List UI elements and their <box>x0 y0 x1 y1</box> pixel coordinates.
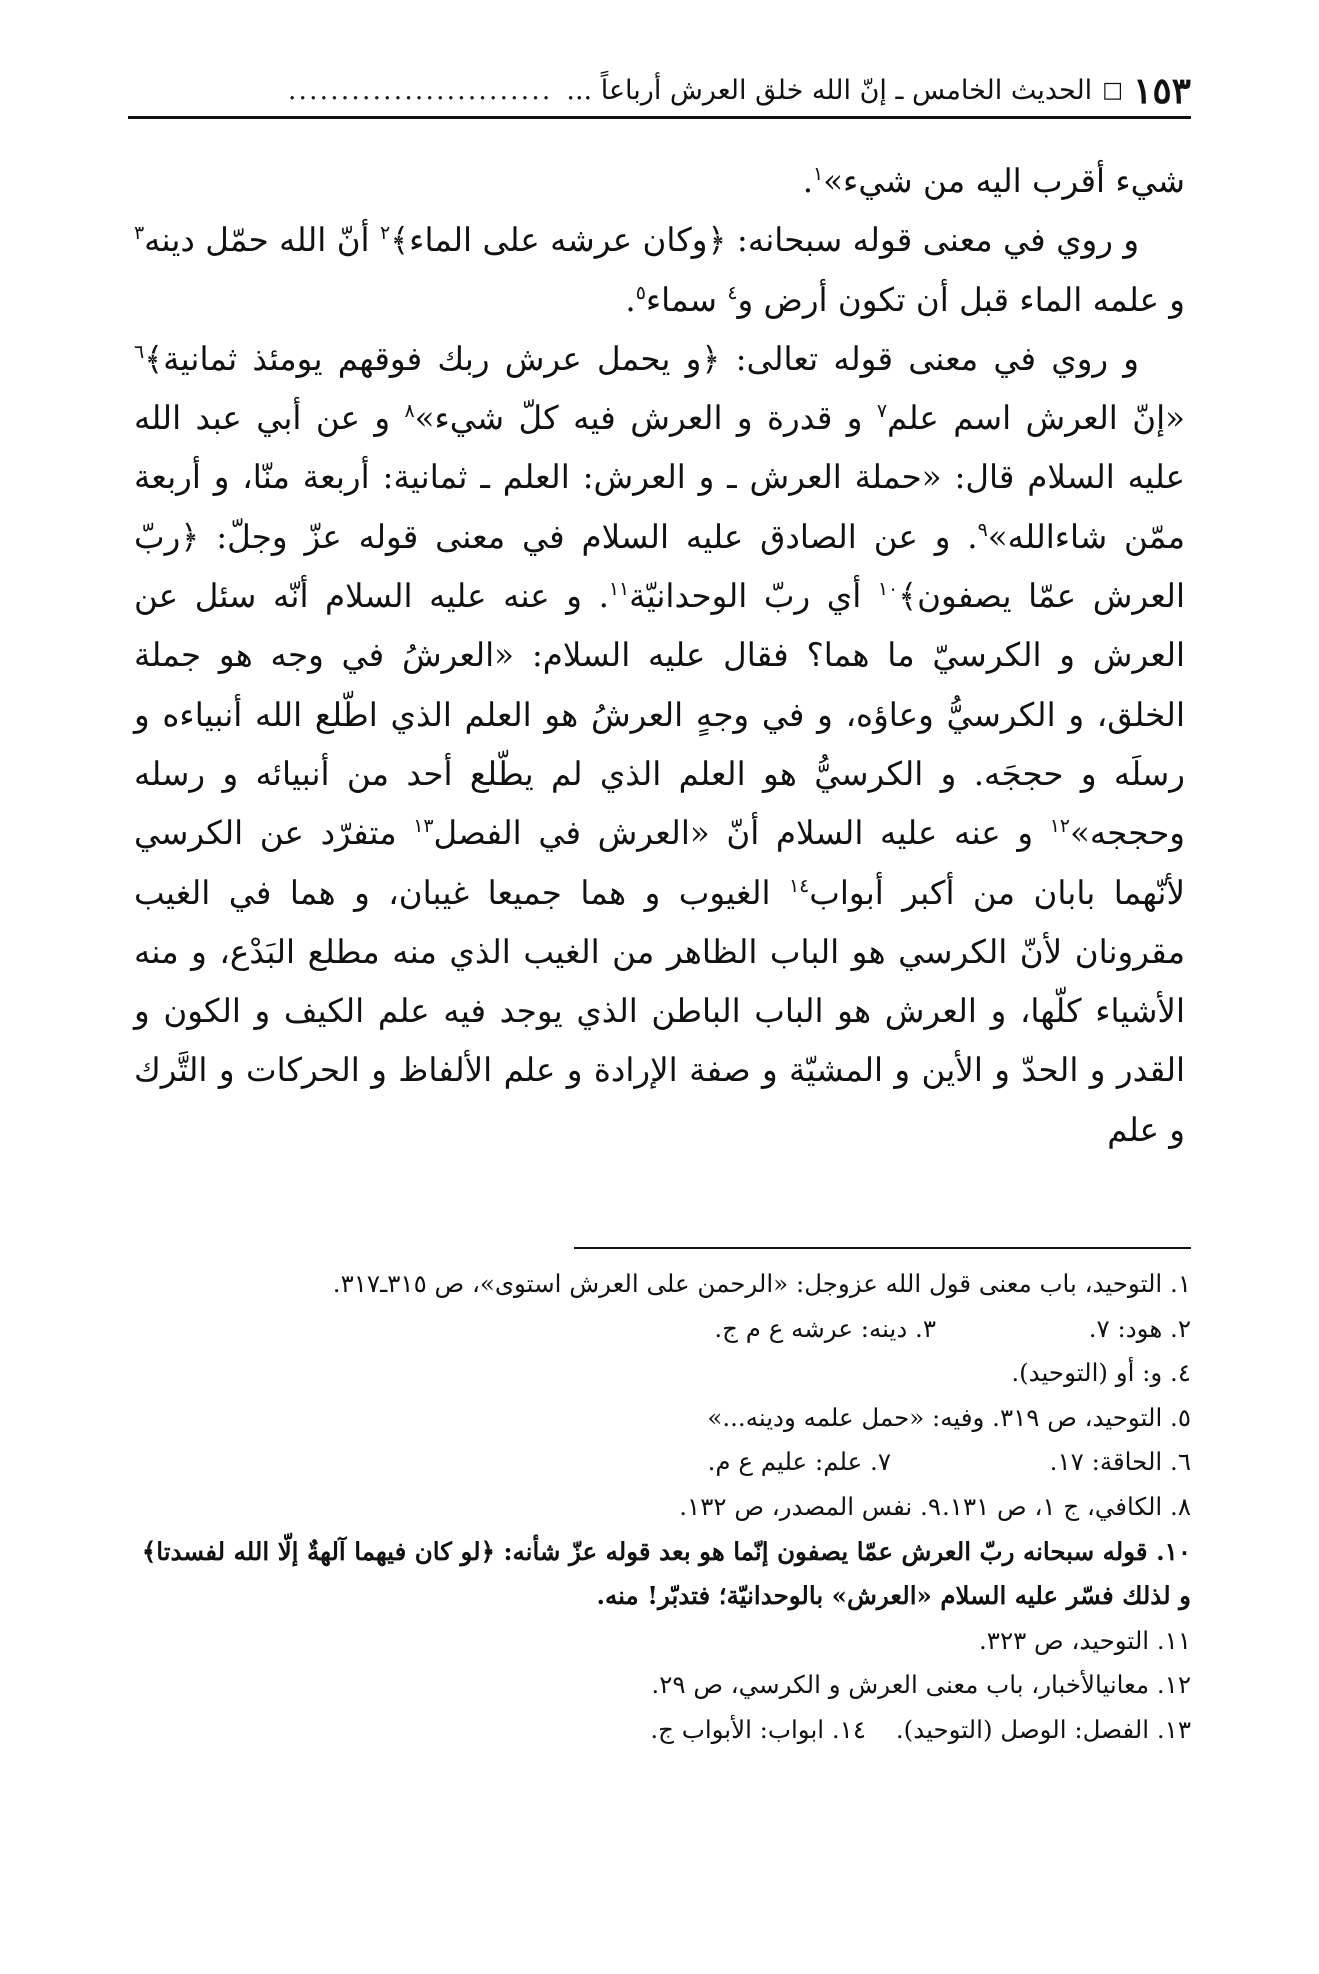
square-ornament-icon: □ <box>1102 78 1123 103</box>
footnote-ref: ١٣ <box>413 816 434 838</box>
footnote-line <box>134 1396 1191 1441</box>
running-header <box>128 62 1191 114</box>
running-title: الحديث الخامس ـ إنّ الله خلق العرش أرباعاً ... <box>566 75 1093 106</box>
footnote-ref: ١٠ <box>877 579 899 601</box>
footnote-ref: ٥ <box>635 282 646 304</box>
footnote-12: ١٢. معانيالأخبار، باب معنى العرش و الكرسي، ص ٢٩. <box>651 1670 1191 1700</box>
text-run: و روي في معنى قوله تعالى: ﴿و يحمل عرش ربك فوقهم يومئذ ثمانية﴾ <box>144 339 1139 378</box>
footnote-line <box>134 1440 1191 1485</box>
footnote-line <box>134 1619 1191 1664</box>
main-text <box>134 152 1185 1160</box>
footnotes <box>134 1262 1191 1753</box>
text-run: و روي في معنى قوله سبحانه: ﴿وكان عرشه على الماء﴾ <box>390 221 1140 260</box>
text-run: . <box>625 280 636 319</box>
leader-dots: ......................... <box>287 75 553 106</box>
paragraph-1 <box>134 152 1185 211</box>
footnote-line <box>134 1485 1191 1530</box>
footnote-3: ٣. دينه: عرشه ع م ج. <box>714 1313 936 1343</box>
footnote-ref: ٩ <box>977 519 988 541</box>
text-run: و قدرة و العرش فيه كلّ شيء» <box>414 399 877 438</box>
footnote-ref: ٤ <box>727 282 738 304</box>
footnote-line <box>134 1708 1191 1753</box>
text-run: و عنه عليه السلام أنّ «العرش في الفصل <box>433 814 1050 853</box>
footnote-line <box>134 1262 1191 1307</box>
text-run: أنّ الله حمّل دينه <box>144 221 380 260</box>
text-run: و علمه الماء قبل أن تكون أرض و <box>737 280 1185 319</box>
footnote-9: ٩. نفس المصدر، ص ١٣٢. <box>679 1491 941 1521</box>
text-run: سماء <box>645 280 728 319</box>
paragraph-2 <box>134 211 1185 330</box>
footnote-13: ١٣. الفصل: الوصل (التوحيد). <box>895 1714 1191 1744</box>
footnote-11: ١١. التوحيد، ص ٣٢٣. <box>978 1625 1191 1655</box>
footnote-ref: ١ <box>813 164 824 186</box>
footnote-ref: ٧ <box>876 401 888 423</box>
text-run: . و عنه عليه السلام أنّه سئل عن العرش و الكرسيّ ما هما؟ فقال عليه السلام: «العرشُ في وجه هو جملة الخلق، و الكرسيُّ وعاؤه، و في وجهٍ العرشُ هو العلم الذي اطّلع الله أنبياءه و رسلَه و حججَه. و الكرسيُّ هو العلم الذي لم يطّلع أحد من أنبيائه و رسله وحججه» <box>134 577 1185 853</box>
footnote-ref: ١١ <box>608 579 630 601</box>
text-run: شيء أقرب اليه من شيء» <box>823 162 1185 200</box>
footnote-4: ٤. و: أو (التوحيد). <box>1011 1358 1191 1388</box>
page-number: ١٥٣ <box>1132 70 1191 112</box>
text-run: أي ربّ الوحدانيّة <box>629 577 878 616</box>
footnote-14: ١٤. ابواب: الأبواب ج. <box>650 1714 866 1744</box>
footnote-1: ١. التوحيد، باب معنى قول الله عزوجل: «الرحمن على العرش استوى»، ص ٣١٥ـ٣١٧. <box>332 1269 1191 1298</box>
footnote-ref: ٨ <box>404 401 415 423</box>
text-run: «إنّ العرش اسم علم <box>887 399 1185 438</box>
text-run: و عن أبي عبد الله عليه السلام قال: «حملة العرش ـ و العرش: العلم ـ ثمانية: أربعة منّا، و أربعة ممّن شاءالله» <box>134 399 1185 556</box>
header-rule <box>128 116 1191 119</box>
footnote-7: ٧. علم: عليم ع م. <box>707 1447 891 1477</box>
footnote-8: ٨. الكافي، ج ١، ص ١٣١. <box>941 1491 1191 1521</box>
footnote-line <box>134 1307 1191 1352</box>
footnote-ref: ١٢ <box>1049 816 1070 838</box>
footnote-ref: ٢ <box>380 223 391 245</box>
footnote-rule <box>574 1247 1191 1249</box>
text-run: . <box>802 162 814 200</box>
paragraph-3 <box>134 330 1185 1160</box>
footnote-line <box>134 1351 1191 1396</box>
footnote-10: ١٠. قوله سبحانه ربّ العرش عمّا يصفون إنّما هو بعد قوله عزّ شأنه: ﴿لو كان فيهما آلهةٌ إلّا الله لفسدتا﴾ و لذلك فسّر عليه السلام «العرش» بالوحدانيّة؛ فتدبّر! منه. <box>141 1536 1191 1611</box>
footnote-6: ٦. الحاقة: ١٧. <box>1049 1447 1191 1477</box>
footnote-ref: ١٤ <box>789 875 810 897</box>
text-run: . و عن الصادق عليه السلام في معنى قوله عزّ وجلّ: ﴿ربّ العرش عمّا يصفون﴾ <box>134 517 1185 616</box>
footnote-ref: ٣ <box>134 223 145 245</box>
footnote-2: ٢. هود: ٧. <box>1088 1313 1191 1343</box>
footnote-ref: ٦ <box>134 342 145 364</box>
footnote-5: ٥. التوحيد، ص ٣١٩. وفيه: «حمل علمه ودينه...» <box>707 1402 1191 1432</box>
footnote-line <box>134 1663 1191 1708</box>
text-run: الغيوب و هما جميعا غيبان، و هما في الغيب مقرونان لأنّ الكرسي هو الباب الظاهر من الغيب الذي منه مطلع البَدْع، و منه الأشياء كلّها، و العرش هو الباب الباطن الذي يوجد فيه علم الكيف و الكون و القدر و الحدّ و الأين و المشيّة و صفة الإرادة و علم الألفاظ و الحركات و التَّرك و علم <box>134 873 1185 1149</box>
text-run: متفرّد عن الكرسي لأنّهما بابان من أكبر أبواب <box>134 814 1186 912</box>
